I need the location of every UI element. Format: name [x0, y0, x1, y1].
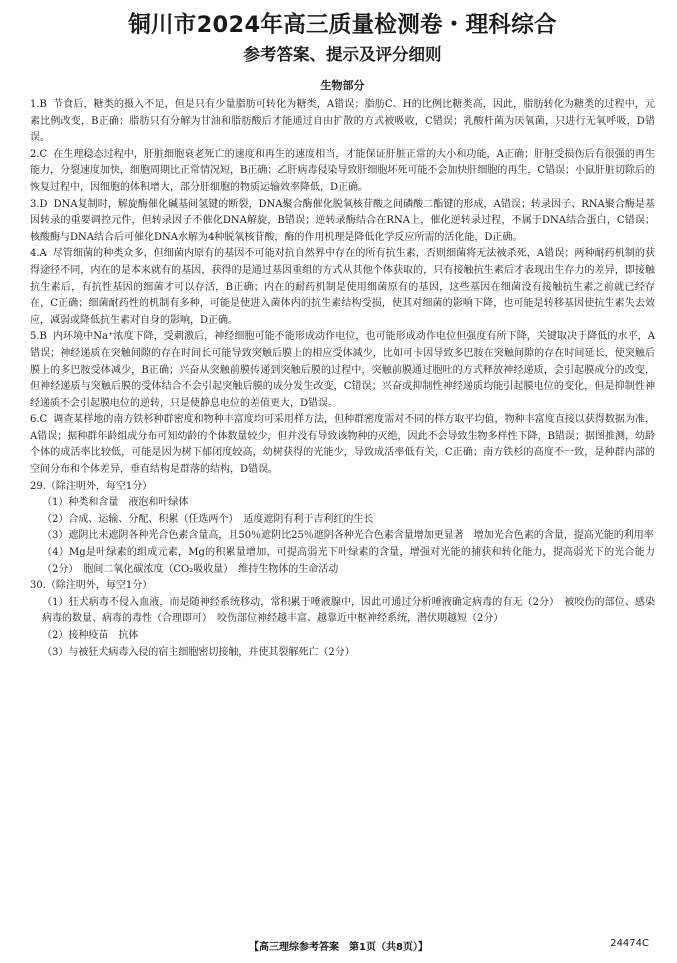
page-footer — [0, 938, 677, 953]
question-2 — [30, 147, 655, 197]
question-4 — [30, 246, 655, 329]
question-29-item-4: （4）Mg是叶绿素的组成元素，Mg的积累量增加，可提高弱光下叶绿素的含量，增强对光能的捕获和转化能力，提高弱光下的光合能力（2分） 胞间二氧化碳浓度（CO₂吸收量） 维持生物体的生命活动 — [42, 547, 655, 575]
question-explanation: 节食后，糖类的摄入不足，但是只有少量脂肪可转化为糖类，A错误；脂肪C、H的比例比糖类高，因此，脂肪转化为糖类的过程中，元素比例改变，B正确；脂肪只有分解为甘油和脂肪酸后才能通过自由扩散的方式被吸收，C错误；乳酸杆菌为厌氧菌，只进行无氧呼吸，D错误。 — [30, 99, 655, 144]
section-title-biology: 生物部分 — [320, 79, 365, 92]
question-number: 1.B — [30, 99, 47, 110]
question-30-item-3: （3）与被狂犬病毒入侵的宿主细胞密切接触，并使其裂解死亡（2分） — [42, 646, 355, 658]
page-number-label: 【高三理综参考答案 第1页（共8页）】 — [249, 942, 428, 953]
question-29-item-2: （2）合成、运输、分配、积累（任选两个） 适度遮阴有利于吉利红的生长 — [42, 513, 374, 525]
question-explanation: 在生理稳态过程中，肝脏细胞衰老死亡的速度和再生的速度相当，才能保证肝脏正常的大小和功能，A正确；肝脏受损伤后有很强的再生能力，分裂速度加快，细胞周期比正常情况短，B正确；乙肝病毒侵染导致肝细胞坏死可能不会加快肝细胞的再生，C错误；小鼠肝脏切除后的恢复过程中，因细胞的体积增大，部分肝细胞的物质运输效率降低，D正确。 — [30, 148, 655, 193]
question-explanation: 调查某样地的南方铁杉种群密度和物种丰富度均可采用样方法，但种群密度需对不同的样方取平均值，物种丰富度直接以获得数据为准，A错误；据种群年龄组成分布可知幼龄的个体数量较少，但并没有导致该物种的灭绝，因此不会导致生物多样性下降，B错误；据图推测，幼龄个体的成活率比较低，可能是因为树下郁闭度较高，幼树获得的光能少，导致成活率低有关，C正确；南方铁杉的高度不一致，是种群内部的空间分布和个体差异，垂直结构是群落的结构，D错误。 — [30, 414, 655, 476]
question-explanation: DNA复制时，解旋酶催化碱基间氢键的断裂，DNA聚合酶催化脱氧核苷酸之间磷酸二酯键的形成，A错误；转录因子、RNA聚合酶是基因转录的重要调控元件，但转录因子不催化DNA解旋，B错误；逆转录酶结合在RNA上，催化逆转录过程，不属于DNA结合蛋白，C错误；核酸酶与DNA结合后可催化DNA水解为4种脱氧核苷酸，酶的作用机理是降低化学反应所需的活化能，D正确。 — [30, 198, 655, 243]
question-number: 2.C — [30, 148, 48, 160]
question-number: 6.C — [30, 414, 48, 426]
question-explanation: 内环境中Na⁺浓度下降，受刺激后，神经细胞可能不能形成动作电位，也可能形成动作电位但强度有所下降，关键取决于降低的水平，A错误；神经递质在突触间隙的存在时间长可能导致突触后膜上的相应受体减少，比如可卡因导致多巴胺在突触间隙的存在时间延长，使突触后膜上的多巴胺受体减少，B正确；兴奋从突触前膜传递到突触后膜的过程中，突触前膜通过胞吐的方式释放神经递质，会引起膜成分的改变，但神经递质与突触后膜的受体结合不会引起突触后膜的成分发生改变，C错误；兴奋或抑制性神经递质均能引起膜电位的变化，但是抑制性神经递质不会引起膜电位的逆转，只是使静息电位的差值更大，D错误。 — [30, 331, 655, 409]
question-3 — [30, 197, 655, 247]
page-subtitle: 参考答案、提示及评分细则 — [243, 45, 442, 64]
question-30-item-2: （2）接种疫苗 抗体 — [42, 630, 139, 641]
question-number: 5.B — [30, 331, 47, 343]
question-29-head: 29.（除注明外，每空1分） — [30, 480, 153, 492]
question-30-item-1: （1）狂犬病毒不侵入血液，而是随神经系统移动，常积累于唾液腺中，因此可通过分析唾液确定病毒的有无（2分） 被咬伤的部位、感染病毒的数量、病毒的毒性（合理即可） 咬伤部位神经越丰富、越靠近中枢神经系统，潜伏期越短（2分） — [42, 596, 655, 625]
question-number: 4.A — [30, 248, 47, 260]
question-number: 3.D — [30, 198, 48, 210]
page-title: 铜川市2024年高三质量检测卷・理科综合 — [128, 12, 557, 38]
question-30 — [30, 578, 655, 661]
question-29 — [30, 479, 655, 579]
question-6 — [30, 412, 655, 478]
question-1 — [30, 97, 655, 147]
question-30-head: 30.（除注明外，每空1分） — [30, 580, 153, 592]
question-5 — [30, 329, 655, 412]
question-explanation: 尽管细菌的种类众多，但细菌内原有的基因不可能对抗自然界中存在的所有抗生素，否则细菌将无法被杀死，A错误；两种耐药机制的获得途径不同，内在的是本来就有的基因，获得的是通过基因重组的方式从其他个体获取的，只有接触抗生素后才表现出生存力的差异，即接触抗生素后，有抗性基因的细菌才可以存活，B正确；内在的耐药机制是使用细菌原有的基因，这些基因在细菌没有接触抗生素之前就已经存在，C正确；细菌耐药性的机制有多种，可能是使进入菌体内的抗生素结构受损，使其对细菌的影响下降，也可能是转移基因使抗生素失去效应，减弱或降低抗生素对自身的影响，D正确。 — [30, 248, 655, 326]
choice-questions — [30, 97, 655, 479]
question-29-item-3: （3）遮阴比未遮阴各种光合色素含量高，且50％遮阴比25％遮阴各种光合色素含量增加更显著 增加光合色素的含量，提高光能的利用率 — [42, 530, 654, 542]
question-29-item-1: （1）种类和含量 液泡和叶绿体 — [42, 497, 189, 509]
document-code: 24474C — [610, 938, 649, 949]
